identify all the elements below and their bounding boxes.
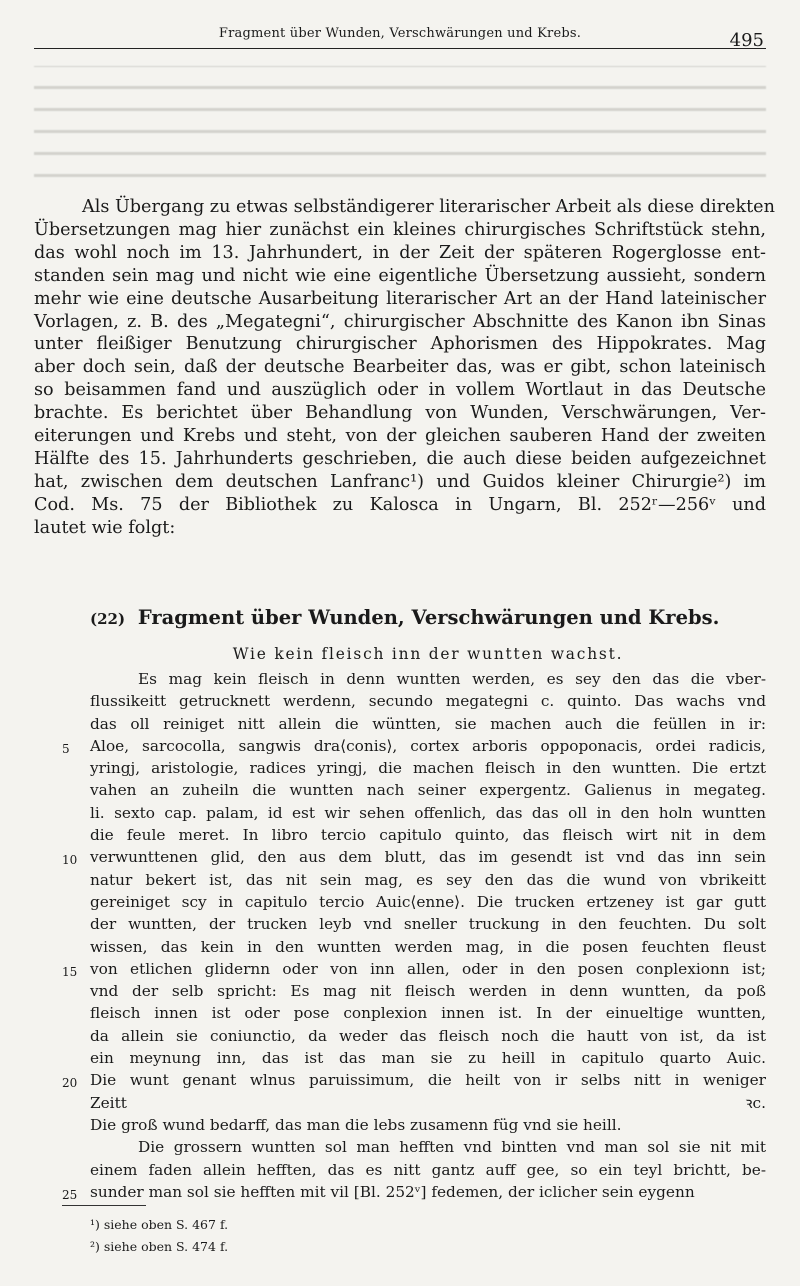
intro-line: aber doch sein, daß der deutsche Bearbeiter das, was er gibt, schon lateinisch xyxy=(34,357,766,378)
section-number: (22) xyxy=(90,610,126,628)
source-line-text: Aloe, sarcocolla, sangwis dra⟨conis⟩, cortex arboris oppoponacis, ordei radicis, xyxy=(90,736,766,755)
intro-line: lautet wie folgt: xyxy=(34,517,176,538)
source-line-text: ein meynung inn, das ist das man sie zu heill in capitulo quarto Auic. xyxy=(90,1049,766,1068)
intro-line: hat, zwischen dem deutschen Lanfranc¹) und Guidos kleiner Chirurgie²) im xyxy=(34,471,766,492)
intro-line: Hälfte des 15. Jahrhunderts geschrieben, die auch diese beiden aufgezeichnet xyxy=(34,448,766,469)
source-text xyxy=(62,668,766,1203)
source-line xyxy=(62,735,766,757)
source-line-text: Die wunt genant wlnus paruissimum, die heilt von ir selbs nitt in weniger xyxy=(90,1071,766,1090)
source-line-text: Zeitt ꝛc. xyxy=(90,1093,766,1112)
source-line-text: vahen an zuheiln die wuntten nach seiner expergentz. Galienus in megateg. xyxy=(90,781,766,800)
source-line-text: da allein sie coniunctio, da weder das fleisch noch die hautt von ist, da ist xyxy=(90,1026,766,1045)
source-line-text: von etlichen glidernn oder von inn allen, oder in den posen conplexionn ist; xyxy=(90,959,766,978)
source-line-text: li. sexto cap. palam, id est wir sehen offenlich, das das oll in den holn wuntten xyxy=(90,803,766,822)
running-head xyxy=(34,22,766,49)
source-line xyxy=(90,824,766,846)
source-line-text: natur bekert ist, das nit sein mag, es sey den das die wund von vbrikeitt xyxy=(90,870,766,889)
footnote: ¹) siehe oben S. 467 f. xyxy=(90,1217,229,1232)
source-line-text: das oll reiniget nitt allein die wüntten, sie machen auch die feüllen in ir: xyxy=(90,714,766,733)
source-line-text: fleisch innen ist oder pose conplexion innen ist. In der einueltige wuntten, xyxy=(90,1004,766,1023)
section-heading xyxy=(90,606,766,629)
line-number: 25 xyxy=(62,1187,78,1202)
intro-line: standen sein mag und nicht wie eine eigentliche Übersetzung aussieht, sondern xyxy=(34,265,766,286)
source-line xyxy=(90,869,766,891)
source-line xyxy=(90,1025,766,1047)
intro-line: Als Übergang zu etwas selbständigerer literarischer Arbeit als diese direkten xyxy=(82,197,775,217)
source-line-text: gereiniget scy in capitulo tercio Auic⟨enne⟩. Die trucken ertzeney ist gar gutt xyxy=(90,892,766,911)
section-subheading: Wie kein fleisch inn der wuntten wachst. xyxy=(232,645,624,663)
source-line-text: yringj, aristologie, radices yringj, die machen fleisch in den wuntten. Die ertzt xyxy=(90,759,766,778)
source-line-text: wissen, das kein in den wuntten werden mag, in die posen feuchten fleust xyxy=(90,937,766,956)
source-line xyxy=(90,802,766,824)
source-line-text: vnd der selb spricht: Es mag nit fleisch werden in denn wuntten, da poß xyxy=(90,982,766,1001)
source-line xyxy=(90,1002,766,1024)
source-line xyxy=(62,846,766,868)
source-line xyxy=(90,1136,766,1158)
source-line xyxy=(90,980,766,1002)
source-line xyxy=(90,713,766,735)
intro-paragraph xyxy=(34,196,775,540)
source-line xyxy=(62,1181,766,1203)
source-line-text: verwunttenen glid, den aus dem blutt, das im gesendt ist vnd das inn sein xyxy=(90,848,766,867)
source-line xyxy=(90,757,766,779)
intro-line: so beisammen fand und auszüglich oder in vollem Wortlaut in das Deutsche xyxy=(34,380,766,401)
source-line xyxy=(90,913,766,935)
bleed-through-texture xyxy=(34,66,766,186)
source-line-text: Es mag kein fleisch in denn wuntten werden, es sey den das die vber- xyxy=(138,670,766,688)
intro-line: brachte. Es berichtet über Behandlung von Wunden, Verschwärungen, Ver- xyxy=(34,403,766,424)
intro-line: mehr wie eine deutsche Ausarbeitung literarischer Art an der Hand lateinischer xyxy=(34,288,766,309)
source-line-text: Die groß wund bedarff, das man die lebs zusamenn füg vnd sie heill. xyxy=(90,1115,622,1134)
source-line xyxy=(90,936,766,958)
line-number: 20 xyxy=(62,1076,78,1091)
source-line-text: einem faden allein hefften, das es nitt gantz auff gee, so ein teyl brichtt, be- xyxy=(90,1160,766,1179)
source-line xyxy=(90,891,766,913)
page-number: 495 xyxy=(729,30,764,51)
line-number: 5 xyxy=(62,741,70,756)
source-line-text: sunder man sol sie hefften mit vil [Bl. 252ᵛ] fedemen, der iclicher sein eygenn xyxy=(90,1182,695,1201)
source-line xyxy=(90,690,766,712)
line-number: 10 xyxy=(62,853,78,868)
source-line-text: Die grossern wuntten sol man hefften vnd bintten vnd man sol sie nit mit xyxy=(138,1138,766,1157)
intro-line: Vorlagen, z. B. des „Megategni“, chirurgischer Abschnitte des Kanon ibn Sinas xyxy=(34,311,766,332)
source-line xyxy=(90,1159,766,1181)
intro-line: unter fleißiger Benutzung chirurgischer Aphorismen des Hippokrates. Mag xyxy=(34,334,766,355)
source-line-text: flussikeitt getrucknett werdenn, secundo megategni c. quinto. Das wachs vnd xyxy=(90,692,766,711)
footnotes xyxy=(90,1214,228,1258)
line-number: 15 xyxy=(62,964,78,979)
source-line-text: die feule meret. In libro tercio capitulo quinto, das fleisch wirt nit in dem xyxy=(90,826,766,845)
intro-line: Übersetzungen mag hier zunächst ein kleines chirurgisches Schriftstück stehn, xyxy=(34,219,766,240)
source-line-text: der wuntten, der trucken leyb vnd sneller truckung in den feuchten. Du solt xyxy=(90,915,766,934)
running-title: Fragment über Wunden, Verschwärungen und Krebs. xyxy=(218,26,582,41)
source-line xyxy=(90,1114,766,1136)
source-line xyxy=(62,1069,766,1091)
intro-line-codex: Cod. Ms. 75 der Bibliothek zu Kalosca in Ungarn, Bl. 252ʳ—256ᵛ und xyxy=(34,494,766,515)
section-title: Fragment über Wunden, Verschwärungen und Krebs. xyxy=(137,606,720,629)
source-line xyxy=(90,1047,766,1069)
footnote: ²) siehe oben S. 474 f. xyxy=(90,1239,229,1254)
intro-line: das wohl noch im 13. Jahrhundert, in der Zeit der späteren Rogerglosse ent- xyxy=(34,242,766,263)
intro-line: eiterungen und Krebs und steht, von der gleichen sauberen Hand der zweiten xyxy=(34,426,766,447)
source-line xyxy=(90,779,766,801)
source-line xyxy=(90,1092,766,1114)
source-line xyxy=(62,958,766,980)
footnote-divider xyxy=(62,1205,146,1206)
source-line xyxy=(90,668,766,690)
